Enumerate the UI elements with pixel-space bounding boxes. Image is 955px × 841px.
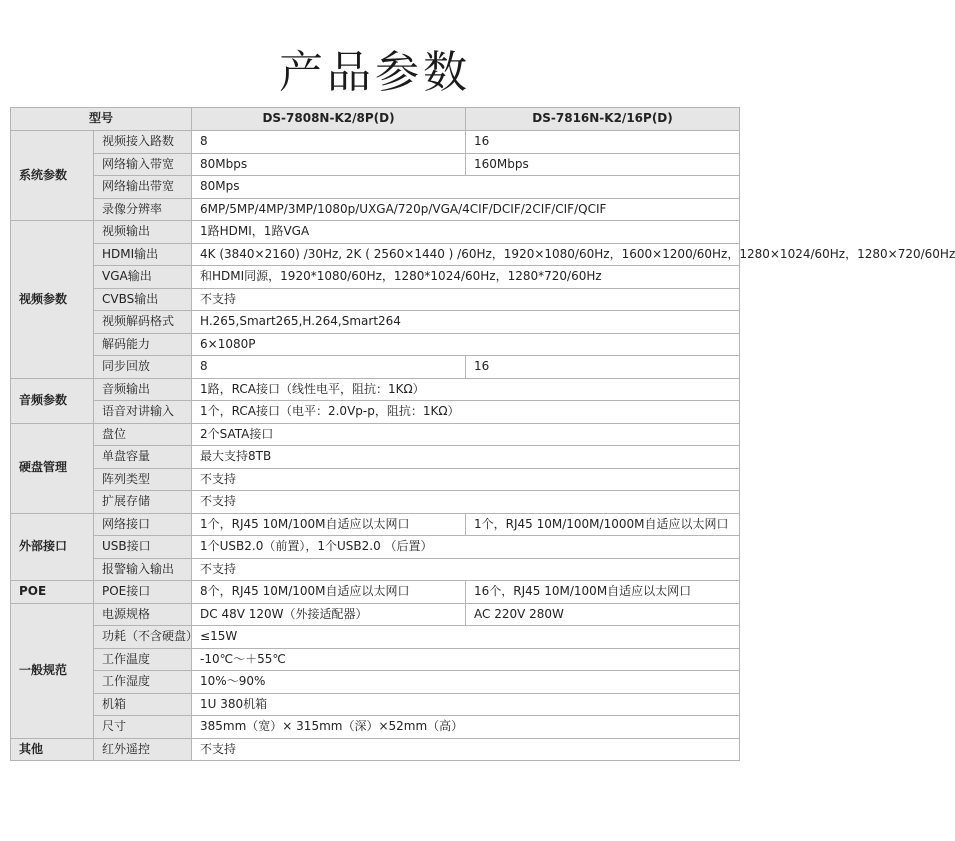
param-cell: 录像分辨率 — [94, 198, 192, 221]
table-row — [11, 671, 740, 694]
table-row — [11, 401, 740, 424]
category-cell: 视频参数 — [11, 221, 94, 379]
param-cell: 机箱 — [94, 693, 192, 716]
value-cell: 6MP/5MP/4MP/3MP/1080p/UXGA/720p/VGA/4CIF/DCIF/2CIF/CIF/QCIF — [192, 198, 740, 221]
header-model-a: DS-7808N-K2/8P(D) — [192, 108, 466, 131]
value-cell: 1个USB2.0（前置），1个USB2.0 （后置） — [192, 536, 740, 559]
table-row — [11, 311, 740, 334]
value-cell: 不支持 — [192, 738, 740, 761]
table-row — [11, 626, 740, 649]
value-cell-a: 8个，RJ45 10M/100M自适应以太网口 — [192, 581, 466, 604]
param-cell: 网络输出带宽 — [94, 176, 192, 199]
param-cell: 扩展存储 — [94, 491, 192, 514]
table-row — [11, 513, 740, 536]
param-cell: 同步回放 — [94, 356, 192, 379]
value-cell: 不支持 — [192, 468, 740, 491]
table-row — [11, 468, 740, 491]
value-cell: 6×1080P — [192, 333, 740, 356]
category-cell: 硬盘管理 — [11, 423, 94, 513]
table-row — [11, 266, 740, 289]
table-row — [11, 176, 740, 199]
value-cell: 4K (3840×2160) /30Hz, 2K ( 2560×1440 ) /60Hz，1920×1080/60Hz，1600×1200/60Hz，1280×1024/60Hz，1280×720/60Hz — [192, 243, 740, 266]
param-cell: HDMI输出 — [94, 243, 192, 266]
value-cell: 385mm（宽）× 315mm（深）×52mm（高） — [192, 716, 740, 739]
header-model: 型号 — [11, 108, 192, 131]
param-cell: POE接口 — [94, 581, 192, 604]
param-cell: 盘位 — [94, 423, 192, 446]
value-cell: 不支持 — [192, 288, 740, 311]
value-cell-b: 16 — [466, 131, 740, 154]
table-row — [11, 603, 740, 626]
value-cell: 2个SATA接口 — [192, 423, 740, 446]
table-row — [11, 378, 740, 401]
category-cell: 一般规范 — [11, 603, 94, 738]
table-row — [11, 738, 740, 761]
param-cell: 工作温度 — [94, 648, 192, 671]
param-cell: 网络输入带宽 — [94, 153, 192, 176]
value-cell: 1个，RCA接口（电平：2.0Vp-p，阻抗：1KΩ） — [192, 401, 740, 424]
page-title: 产品参数 — [279, 47, 471, 98]
value-cell-b: 1个，RJ45 10M/100M/1000M自适应以太网口 — [466, 513, 740, 536]
param-cell: 网络接口 — [94, 513, 192, 536]
param-cell: 视频输出 — [94, 221, 192, 244]
param-cell: 电源规格 — [94, 603, 192, 626]
table-row — [11, 648, 740, 671]
value-cell-b: AC 220V 280W — [466, 603, 740, 626]
param-cell: 单盘容量 — [94, 446, 192, 469]
value-cell-b: 160Mbps — [466, 153, 740, 176]
table-row — [11, 243, 740, 266]
table-row — [11, 131, 740, 154]
table-row — [11, 221, 740, 244]
category-cell: 其他 — [11, 738, 94, 761]
category-cell: 系统参数 — [11, 131, 94, 221]
value-cell-a: 80Mbps — [192, 153, 466, 176]
table-row — [11, 288, 740, 311]
category-cell: 外部接口 — [11, 513, 94, 581]
value-cell: 1路，RCA接口（线性电平，阻抗：1KΩ） — [192, 378, 740, 401]
table-header-row — [11, 108, 740, 131]
param-cell: 报警输入输出 — [94, 558, 192, 581]
value-cell-a: DC 48V 120W（外接适配器） — [192, 603, 466, 626]
value-cell-b: 16 — [466, 356, 740, 379]
value-cell: 10%～90% — [192, 671, 740, 694]
param-cell: CVBS输出 — [94, 288, 192, 311]
category-cell: 音频参数 — [11, 378, 94, 423]
value-cell: H.265,Smart265,H.264,Smart264 — [192, 311, 740, 334]
table-row — [11, 446, 740, 469]
table-row — [11, 581, 740, 604]
param-cell: VGA输出 — [94, 266, 192, 289]
param-cell: 阵列类型 — [94, 468, 192, 491]
table-row — [11, 558, 740, 581]
value-cell: -10℃～＋55℃ — [192, 648, 740, 671]
value-cell: 不支持 — [192, 491, 740, 514]
param-cell: 红外遥控 — [94, 738, 192, 761]
value-cell: 80Mps — [192, 176, 740, 199]
table-row — [11, 491, 740, 514]
value-cell: 1路HDMI，1路VGA — [192, 221, 740, 244]
table-row — [11, 356, 740, 379]
table-row — [11, 423, 740, 446]
param-cell: 视频解码格式 — [94, 311, 192, 334]
param-cell: 视频接入路数 — [94, 131, 192, 154]
value-cell-a: 1个，RJ45 10M/100M自适应以太网口 — [192, 513, 466, 536]
category-cell: POE — [11, 581, 94, 604]
table-row — [11, 333, 740, 356]
param-cell: 尺寸 — [94, 716, 192, 739]
value-cell: ≤15W — [192, 626, 740, 649]
value-cell-a: 8 — [192, 356, 466, 379]
table-row — [11, 693, 740, 716]
table-row — [11, 153, 740, 176]
param-cell: 功耗（不含硬盘） — [94, 626, 192, 649]
table-row — [11, 716, 740, 739]
spec-table — [10, 107, 955, 761]
value-cell-a: 8 — [192, 131, 466, 154]
value-cell: 最大支持8TB — [192, 446, 740, 469]
param-cell: 工作湿度 — [94, 671, 192, 694]
value-cell-b: 16个，RJ45 10M/100M自适应以太网口 — [466, 581, 740, 604]
value-cell: 和HDMI同源，1920*1080/60Hz，1280*1024/60Hz，1280*720/60Hz — [192, 266, 740, 289]
value-cell: 不支持 — [192, 558, 740, 581]
header-model-b: DS-7816N-K2/16P(D) — [466, 108, 740, 131]
param-cell: 解码能力 — [94, 333, 192, 356]
value-cell: 1U 380机箱 — [192, 693, 740, 716]
table-row — [11, 198, 740, 221]
param-cell: 音频输出 — [94, 378, 192, 401]
table-row — [11, 536, 740, 559]
param-cell: USB接口 — [94, 536, 192, 559]
param-cell: 语音对讲输入 — [94, 401, 192, 424]
